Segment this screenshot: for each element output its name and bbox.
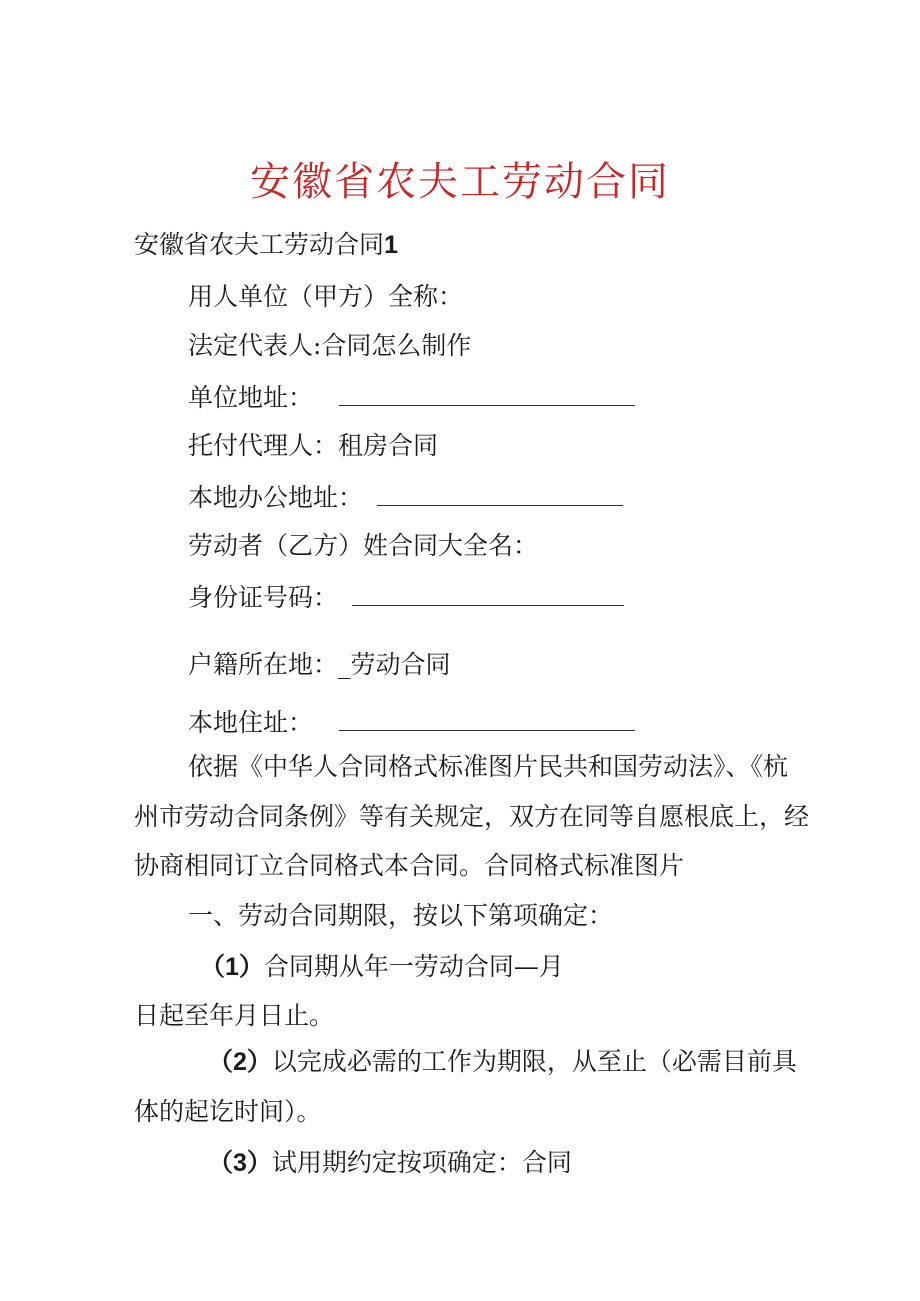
section-1-text: 一、劳动合同期限，按以下第项确定：	[188, 901, 614, 930]
office-address-label: 本地办公地址：	[188, 483, 364, 512]
item-2-continuation	[134, 1095, 322, 1129]
employer-name-field	[188, 280, 463, 314]
hukou-text: 户籍所在地：_劳动合同	[188, 650, 451, 679]
subtitle-number: 1	[384, 231, 398, 259]
intro-line-1	[188, 750, 788, 784]
address-label: 单位地址：	[188, 383, 314, 412]
intro-line-3	[134, 849, 684, 883]
address-blank-line[interactable]	[339, 379, 635, 406]
item-1-number: （1）	[200, 953, 264, 981]
office-address-field	[188, 479, 623, 515]
item-2-cont-text: 体的起讫时间）。	[134, 1097, 322, 1126]
item-2-text: 以完成必需的工作为期限，从至止（必需目前具	[271, 1047, 797, 1076]
item-2-number: （2）	[208, 1048, 272, 1076]
intro-text-3: 协商相同订立合同格式本合同。合同格式标准图片	[134, 851, 685, 880]
item-3	[208, 1146, 572, 1180]
office-address-blank-line[interactable]	[377, 479, 623, 506]
subtitle-text: 安徽省农夫工劳动合同	[134, 230, 385, 259]
agent-field	[188, 429, 438, 463]
item-2	[208, 1045, 797, 1079]
document-title: 安徽省农夫工劳动合同	[250, 159, 670, 205]
id-blank-line[interactable]	[352, 579, 624, 606]
agent-text: 托付代理人：租房合同	[188, 431, 439, 460]
intro-text-2: 州市劳动合同条例》等有关规定，双方在同等自愿根底上，经	[134, 802, 810, 831]
residence-field	[188, 704, 635, 740]
residence-label: 本地住址：	[188, 708, 314, 737]
contract-subtitle	[134, 228, 398, 262]
employer-label: 用人单位（甲方）全称：	[188, 282, 464, 311]
residence-blank-line[interactable]	[339, 704, 635, 731]
item-3-number: （3）	[208, 1149, 272, 1177]
item-1	[200, 950, 564, 984]
item-1-continuation	[134, 999, 334, 1033]
legal-representative-field	[188, 329, 471, 363]
intro-text-1: 依据《中华人合同格式标准图片民共和国劳动法》、《杭	[188, 752, 789, 781]
company-address-field	[188, 379, 635, 415]
item-1-cont-text: 日起至年月日止。	[134, 1001, 335, 1030]
intro-line-2	[134, 800, 809, 834]
id-number-field	[188, 579, 624, 615]
hukou-field	[188, 648, 451, 682]
id-label: 身份证号码：	[188, 583, 339, 612]
section-1-heading	[188, 899, 613, 933]
worker-name-label: 劳动者（乙方）姓合同大全名：	[188, 531, 539, 560]
item-1-text: 合同期从年一劳动合同—月	[263, 952, 564, 981]
legal-rep-text: 法定代表人:合同怎么制作	[188, 331, 472, 360]
item-3-text: 试用期约定按项确定：合同	[271, 1148, 572, 1177]
worker-name-field	[188, 529, 538, 563]
